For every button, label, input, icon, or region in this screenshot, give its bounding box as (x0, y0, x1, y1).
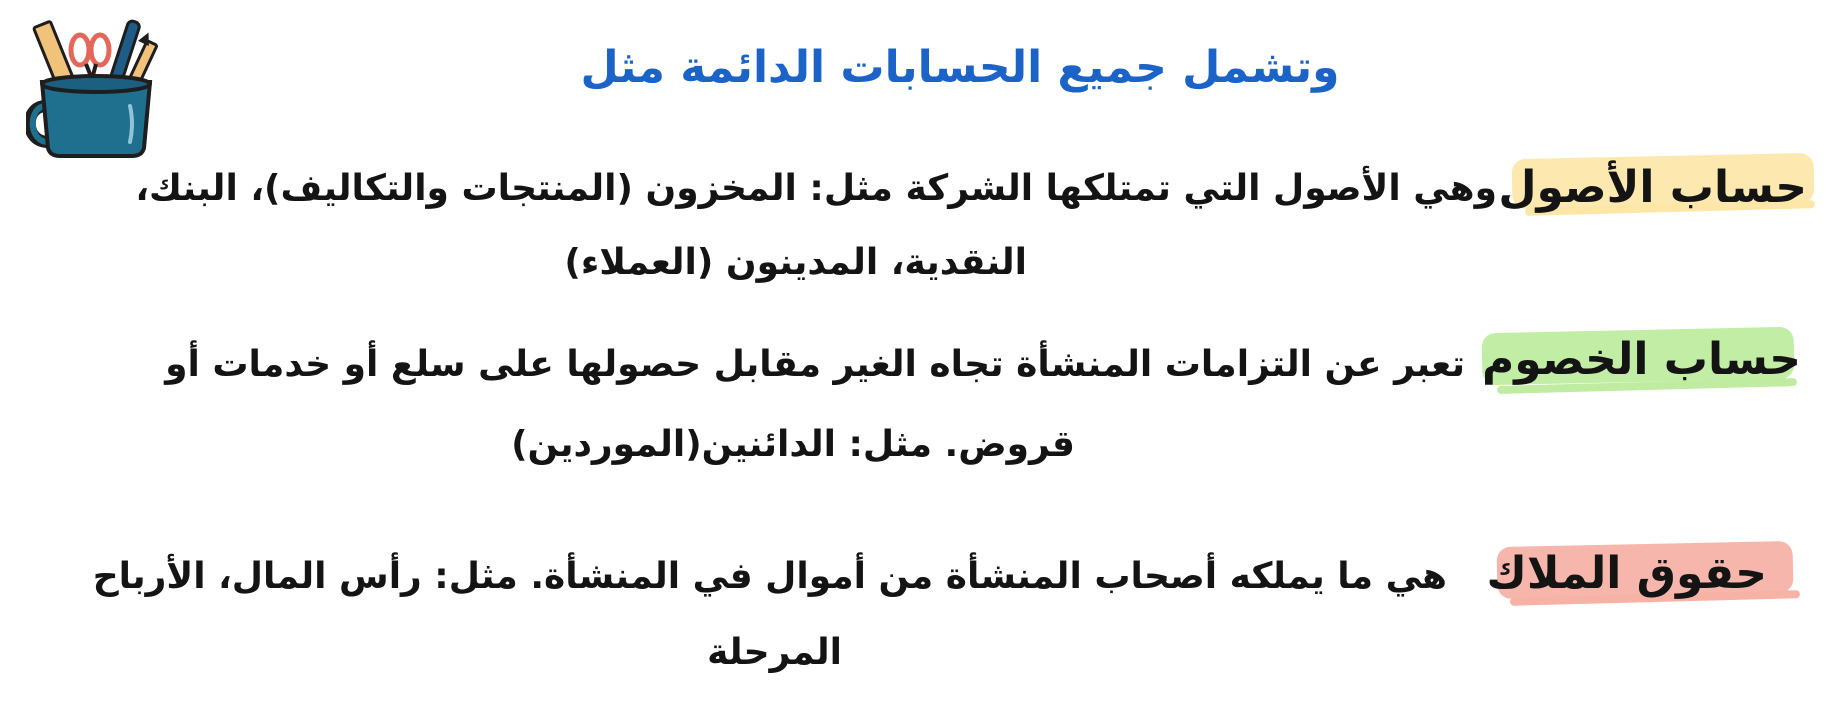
description-line-2: المرحلة (707, 632, 842, 673)
term-equity: حقوق الملاك (1486, 548, 1767, 599)
description-line-1: تعبر عن التزامات المنشأة تجاه الغير مقابل حصولها على سلع أو خدمات أو (165, 344, 1465, 385)
description-line-2: النقدية، المدينون (العملاء) (564, 242, 1027, 283)
page-title: وتشمل جميع الحسابات الدائمة مثل (580, 42, 1340, 93)
description-line-1: وهي الأصول التي تمتلكها الشركة مثل: المخزون (المنتجات والتكاليف)، البنك، (135, 168, 1497, 209)
description-line-2: قروض. مثل: الدائنين(الموردين) (511, 424, 1075, 465)
term-assets: حساب الأصول (1498, 162, 1807, 213)
term-liabilities: حساب الخصوم (1481, 334, 1801, 385)
description-line-1: هي ما يملكه أصحاب المنشأة من أموال في المنشأة. مثل: رأس المال، الأرباح (92, 556, 1447, 597)
pencil-cup-icon (26, 14, 166, 159)
